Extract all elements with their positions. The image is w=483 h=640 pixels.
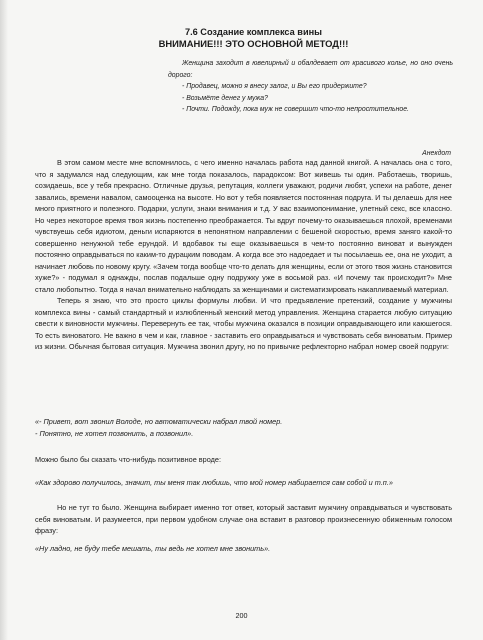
example-quote [35, 477, 452, 489]
section-subtitle: ВНИМАНИЕ!!! ЭТО ОСНОВНОЙ МЕТОД!!! [158, 38, 349, 49]
epigraph-line: - Возьмёте денег у мужа? [182, 94, 268, 102]
epigraph-line: - Почти. Подожду, пока муж не совершит что-то непростительное. [182, 106, 409, 114]
paragraph-text: Можно было бы сказать что-нибудь позитивное вроде: [35, 455, 221, 464]
paragraph: Теперь я знаю, что это просто циклы формулы любви. И что предъявление претензий, создание у мужчины комплекса вины - самый стандартный и излюбленный женский метод управления. Женщина старается любую ситуацию свести к виновности мужчины. Перевернуть ее так, чтобы мужчина оказался в позиции оправдывающего или каюшегося. То есть виноватого. Не важно в чем и как, главное - заставить его оправдываться и чувствовать себя виноватым. Пример из жизни. Обычная бытовая ситуация. Мужчина звонил другу, но по привычке рефлекторно набрал номер своей подруги: [35, 296, 452, 351]
quote-line: - Понятно, не хотел позвонить, а позвонил». [35, 428, 194, 438]
final-quote [35, 543, 452, 555]
scan-edge-shadow [0, 0, 8, 640]
section-title: 7.6 Создание комплекса вины [184, 27, 322, 37]
quote-line: «- Привет, вот звонил Володе, но автоматически набрал твой номер. [35, 417, 283, 426]
epigraph-line: - Продавец, можно я внесу залог, и Вы его придержите? [182, 83, 367, 91]
epigraph [168, 58, 453, 116]
paragraph: В этом самом месте мне вспомнилось, с чего именно началась работа над данной книгой. А началась она с того, что я задумался над следующим, как мне тогда показалось, парадоксом: Вот живешь ты один. Работаешь, творишь, созидаешь, все у тебя прекрасно. Отличные друзья, репутация, коллеги уважают, родичи любят, успехи на работе, денег завались, времени навалом, самооценка на высоте. Но вот у тебя появляется постоянная подруга. И ты делаешь для нее много приятного и полезного. Подарки, услуги, знаки внимания и т.д. У вас взаимопонимание, улетный секс, все классно. Но через некоторое время твоя жизнь постепенно преображается. Ты вдруг почему-то оказываешься плохой, временами чувствуешь себя идиотом, деньги испаряются в непонятном направлении с бешеной скоростью, время заняго какой-то совершенно ненужной тебе ерундой. И вдобавок ты еще оказываешься в чем-то постоянно виноват и вынужден постоянно оправдываться по каким-то дурацким поводам. А когда все это надоедает и ты посылаешь ее, она не уходит, а начинает любовь по новому кругу. «Зачем тогда вообще что-то делать для женщины, если от этого твоя жизнь становится хуже?» - подумал я однажды, послав подальше одну подружку уже в восьмой раз. «И почему так происходит?» Мне стало любопытно. Тогда я начал внимательно наблюдать за женщинами и систематизировать накапливаемый материал. [35, 158, 452, 294]
quote-text: «Как здорово получилось, значит, ты меня так любишь, что мой номер набирается сам собой и т.п.» [35, 478, 393, 487]
page-number: 200 [235, 611, 248, 620]
paragraph [35, 502, 452, 537]
dialogue-quote [35, 416, 452, 439]
quote-text: «Ну ладно, не буду тебе мешать, ты ведь не хотел мне звонить». [35, 544, 271, 553]
epigraph-line: Женщина заходит в ювелирный и обалдевает от красивого колье, но оно очень дорого: [168, 60, 453, 79]
epigraph-source: Анекдот [422, 150, 451, 157]
paragraph [35, 454, 452, 466]
main-text [35, 157, 452, 353]
paragraph-text: Но не тут то было. Женщина выбирает именно тот ответ, который заставит мужчину оправдываться и чувствовать себя виноватым. И разумеется, при первом удобном случае она вставит в разговор произнесенную обиженным голосом фразу: [35, 503, 452, 535]
